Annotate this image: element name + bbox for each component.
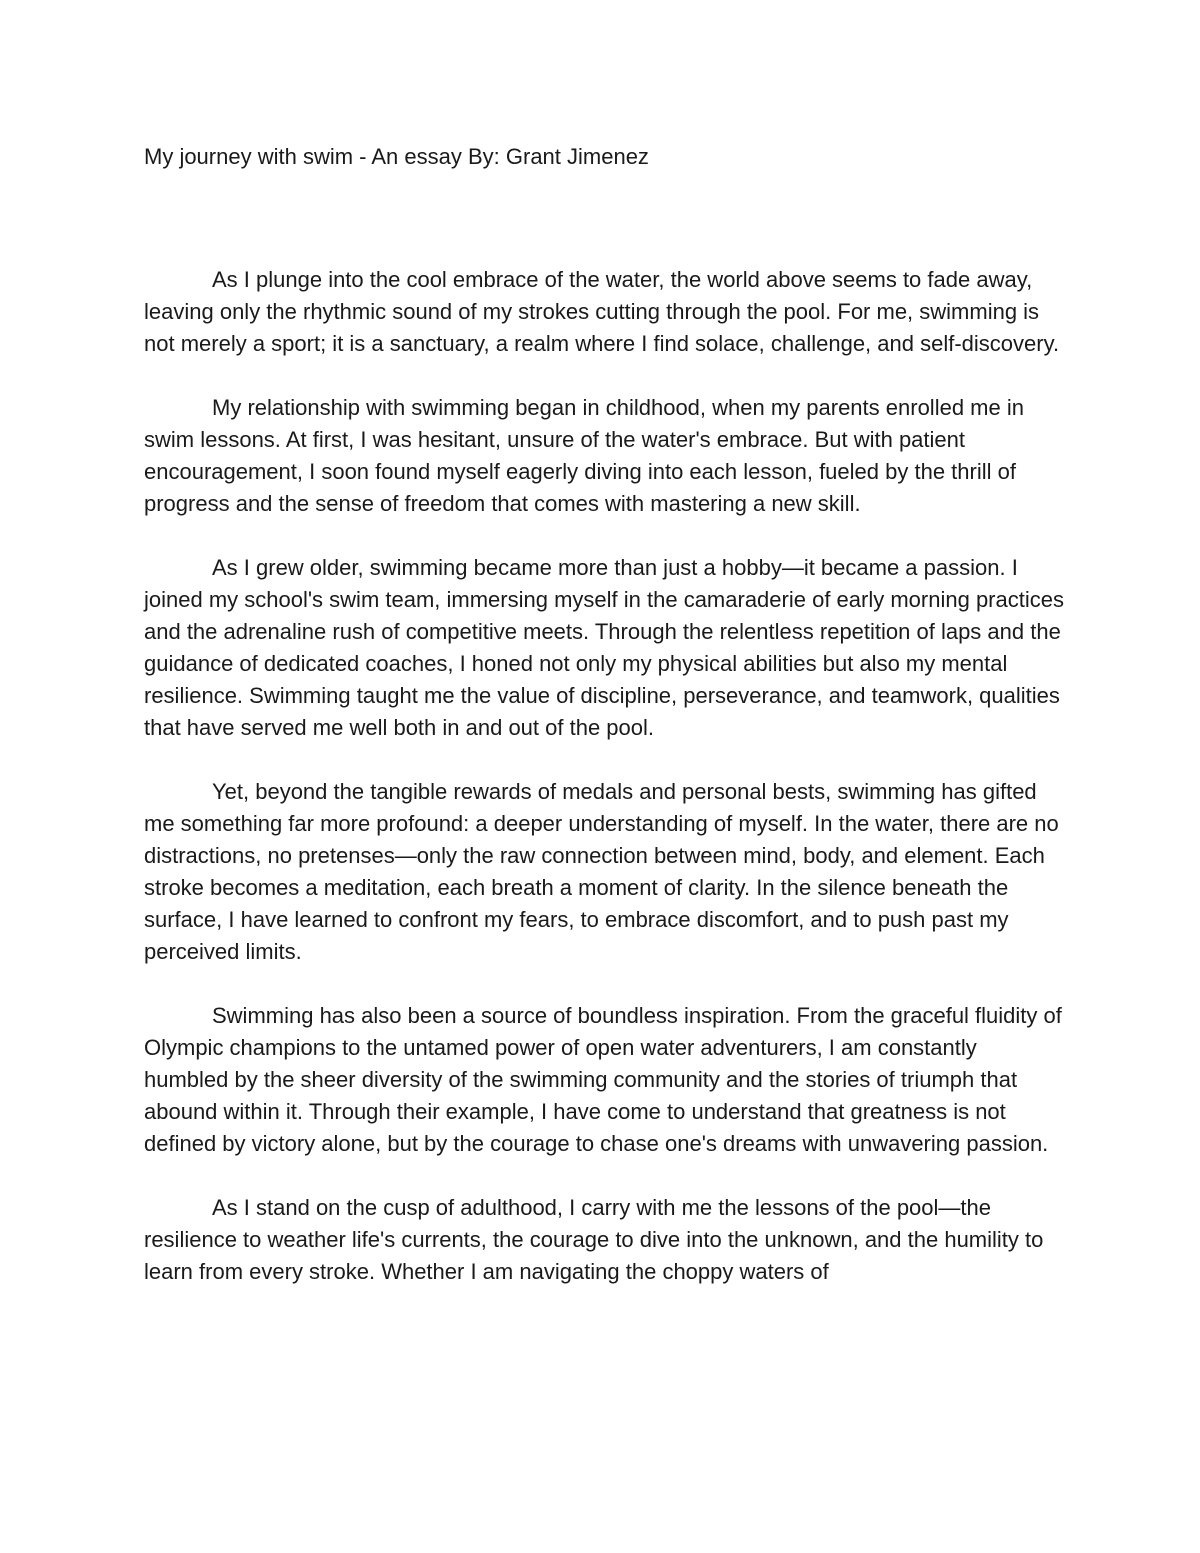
paragraph: As I plunge into the cool embrace of the water, the world above seems to fade away, leaving only the rhythmic sound of my strokes cutting through the pool. For me, swimming is not merely a sport; it is a sanctuary, a realm where I find solace, challenge, and self-discovery. <box>144 267 1060 356</box>
paragraph: Yet, beyond the tangible rewards of medals and personal bests, swimming has gifted me something far more profound: a deeper understanding of myself. In the water, there are no distractions, no pretenses—only the raw connection between mind, body, and element. Each stroke becomes a meditation, each breath a moment of clarity. In the silence beneath the surface, I have learned to confront my fears, to embrace discomfort, and to push past my perceived limits. <box>144 779 1059 964</box>
paragraph: As I grew older, swimming became more than just a hobby—it became a passion. I joined my school's swim team, immersing myself in the camaraderie of early morning practices and the adrenaline rush of competitive meets. Through the relentless repetition of laps and the guidance of dedicated coaches, I honed not only my physical abilities but also my mental resilience. Swimming taught me the value of discipline, perseverance, and teamwork, qualities that have served me well both in and out of the pool. <box>144 555 1064 740</box>
paragraph: Swimming has also been a source of boundless inspiration. From the graceful fluidity of Olympic champions to the untamed power of open water adventurers, I am constantly humbled by the sheer diversity of the swimming community and the stories of triumph that abound within it. Through their example, I have come to understand that greatness is not defined by victory alone, but by the courage to chase one's dreams with unwavering passion. <box>144 1003 1062 1156</box>
paragraph: As I stand on the cusp of adulthood, I carry with me the lessons of the pool—the resilience to weather life's currents, the courage to dive into the unknown, and the humility to learn from every stroke. Whether I am navigating the choppy waters of <box>144 1195 1044 1284</box>
essay-body <box>144 264 1064 1320</box>
essay-title: My journey with swim - An essay By: Grant Jimenez <box>144 144 649 169</box>
paragraph: My relationship with swimming began in childhood, when my parents enrolled me in swim lessons. At first, I was hesitant, unsure of the water's embrace. But with patient encouragement, I soon found myself eagerly diving into each lesson, fueled by the thrill of progress and the sense of freedom that comes with mastering a new skill. <box>144 395 1024 516</box>
